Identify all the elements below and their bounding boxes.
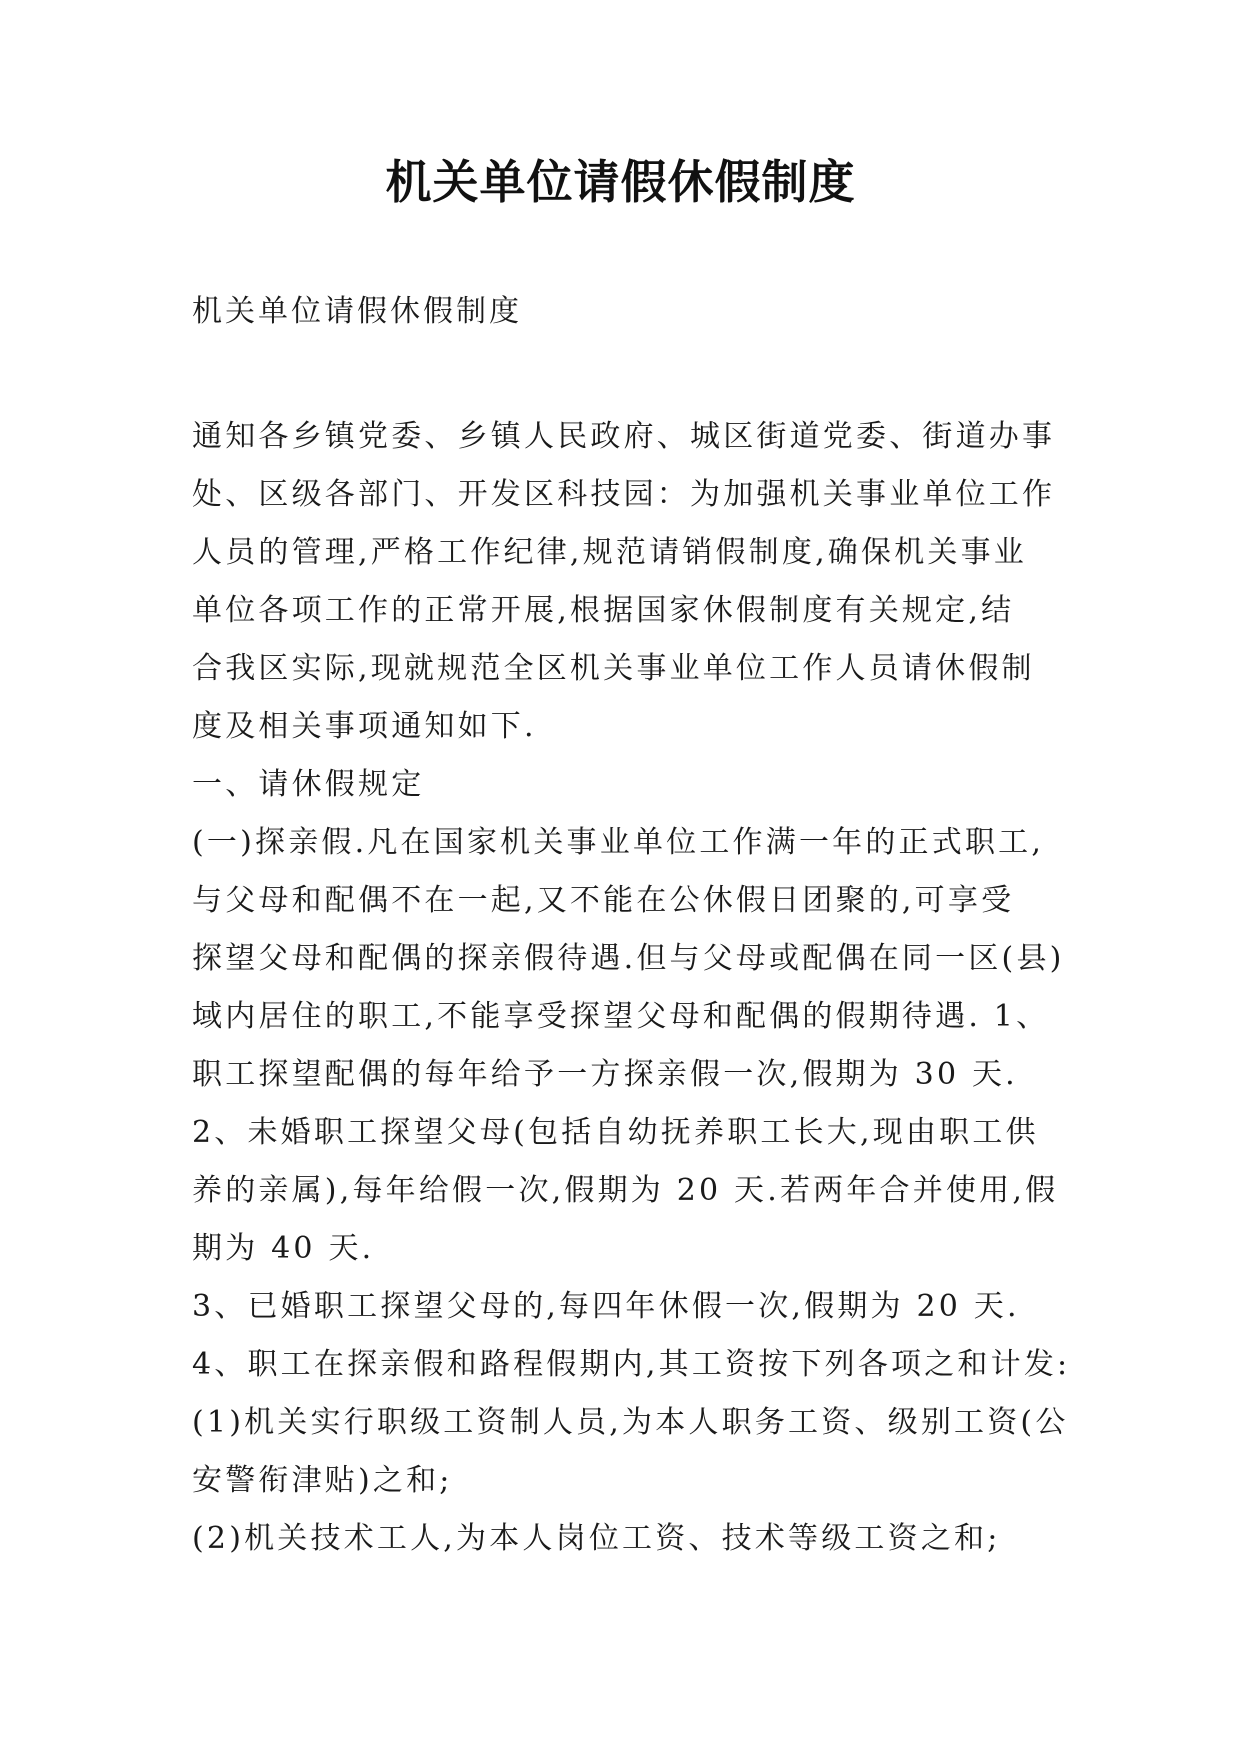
- document-body: [192, 408, 1071, 1568]
- body-line: (一)探亲假.凡在国家机关事业单位工作满一年的正式职工,: [192, 825, 1045, 860]
- body-line: 通知各乡镇党委、乡镇人民政府、城区街道党委、街道办事: [192, 419, 1056, 454]
- body-line: 2、未婚职工探望父母(包括自幼抚养职工长大,现由职工供: [192, 1115, 1039, 1150]
- body-line: 与父母和配偶不在一起,又不能在公休假日团聚的,可享受: [192, 883, 1015, 918]
- body-line: 3、已婚职工探望父母的,每四年休假一次,假期为 20 天.: [192, 1289, 1020, 1324]
- document-subtitle: 机关单位请假休假制度: [192, 294, 522, 329]
- body-line: 合我区实际,现就规范全区机关事业单位工作人员请休假制: [192, 651, 1035, 686]
- body-line: (1)机关实行职级工资制人员,为本人职务工资、级别工资(公: [192, 1405, 1069, 1440]
- body-line: 探望父母和配偶的探亲假待遇.但与父母或配偶在同一区(县): [192, 941, 1065, 976]
- body-line: 期为 40 天.: [192, 1231, 375, 1266]
- body-line: 人员的管理,严格工作纪律,规范请销假制度,确保机关事业: [192, 535, 1028, 570]
- body-line: 养的亲属),每年给假一次,假期为 20 天.若两年合并使用,假: [192, 1173, 1059, 1208]
- body-line: 度及相关事项通知如下.: [192, 709, 537, 744]
- body-line: 职工探望配偶的每年给予一方探亲假一次,假期为 30 天.: [192, 1057, 1018, 1092]
- body-line: 4、职工在探亲假和路程假期内,其工资按下列各项之和计发:: [192, 1347, 1071, 1382]
- document-title: 机关单位请假休假制度: [385, 155, 856, 209]
- body-line: 安警衔津贴)之和;: [192, 1463, 453, 1498]
- body-line: 处、区级各部门、开发区科技园：为加强机关事业单位工作: [192, 477, 1056, 512]
- body-line: 域内居住的职工,不能享受探望父母和配偶的假期待遇. 1、: [192, 999, 1050, 1034]
- body-line: 单位各项工作的正常开展,根据国家休假制度有关规定,结: [192, 593, 1015, 628]
- section-heading: 一、请休假规定: [192, 767, 425, 802]
- body-line: (2)机关技术工人,为本人岗位工资、技术等级工资之和;: [192, 1521, 1001, 1556]
